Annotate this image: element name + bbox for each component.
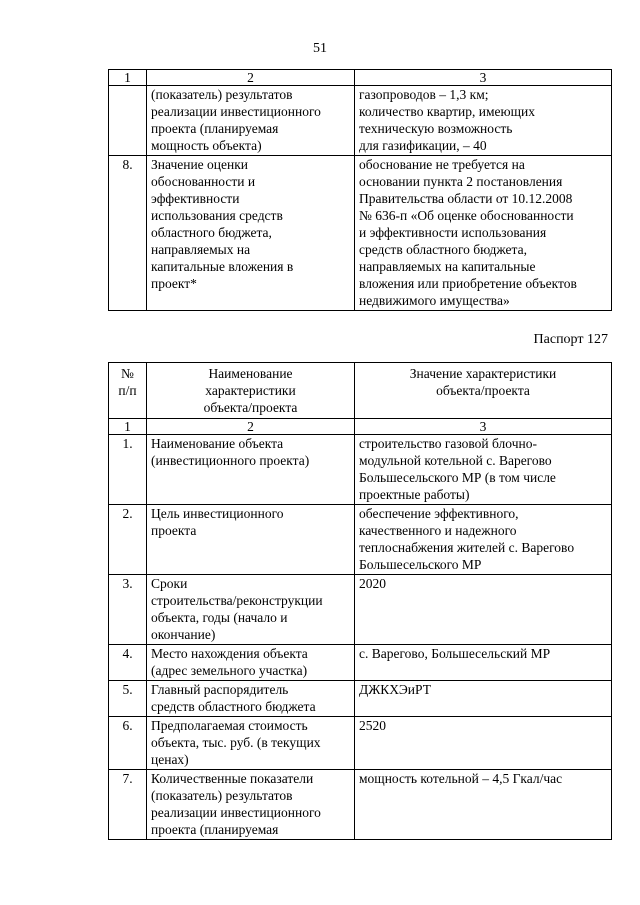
- row-value-line: Большесельского МР: [359, 557, 482, 572]
- row-value-line: вложения или приобретение объектов: [359, 276, 577, 291]
- header-name-line: Наименование: [208, 366, 293, 381]
- header-name-line: характеристики: [205, 383, 296, 398]
- row-name-line: средств областного бюджета: [151, 699, 316, 714]
- row-name: [147, 645, 355, 681]
- column-index-3: 3: [355, 70, 612, 86]
- row-name-line: Предполагаемая стоимость: [151, 718, 308, 733]
- row-name-line: эффективности: [151, 191, 240, 206]
- row-value-line: для газификации, – 40: [359, 138, 487, 153]
- row-value-line: Большесельского МР (в том числе: [359, 470, 556, 485]
- table-row: [109, 435, 612, 505]
- row-name: [147, 770, 355, 840]
- row-value-line: обоснование не требуется на: [359, 157, 525, 172]
- row-name: [147, 505, 355, 575]
- row-name-line: (показатель) результатов: [151, 788, 293, 803]
- row-number: 6.: [109, 717, 147, 770]
- table-row: [109, 645, 612, 681]
- row-number: 2.: [109, 505, 147, 575]
- row-name-line: (показатель) результатов: [151, 87, 293, 102]
- row-value-line: № 636-п «Об оценке обоснованности: [359, 208, 574, 223]
- row-value: [355, 681, 612, 717]
- table-row: [109, 505, 612, 575]
- column-index-row: [109, 419, 612, 435]
- passport-label: Паспорт 127: [533, 332, 608, 347]
- row-value-line: мощность котельной – 4,5 Гкал/час: [359, 771, 563, 786]
- table-continued: [108, 69, 612, 311]
- row-value-line: Правительства области от 10.12.2008: [359, 191, 573, 206]
- row-value-line: качественного и надежного: [359, 523, 517, 538]
- row-name-line: использования средств: [151, 208, 283, 223]
- table-row: [109, 156, 612, 311]
- column-index-3: 3: [355, 419, 612, 435]
- header-num-line: п/п: [118, 383, 137, 398]
- row-value-line: 2020: [359, 576, 386, 591]
- row-value: [355, 86, 612, 156]
- row-value: [355, 645, 612, 681]
- row-value: [355, 156, 612, 311]
- row-name-line: Значение оценки: [151, 157, 249, 172]
- row-name: [147, 156, 355, 311]
- table-row: [109, 681, 612, 717]
- row-value-line: модульной котельной с. Варегово: [359, 453, 552, 468]
- row-number: [109, 86, 147, 156]
- row-name-line: окончание): [151, 627, 216, 642]
- table-row: [109, 770, 612, 840]
- row-number: 4.: [109, 645, 147, 681]
- row-name-line: Наименование объекта: [151, 436, 284, 451]
- column-index-2: 2: [147, 70, 355, 86]
- passport-table-body: [109, 363, 612, 840]
- row-name-line: реализации инвестиционного: [151, 805, 321, 820]
- header-value-line: объекта/проекта: [436, 383, 530, 398]
- row-value-line: теплоснабжения жителей с. Варегово: [359, 540, 575, 555]
- row-value-line: ДЖКХЭиРТ: [359, 682, 431, 697]
- row-number: 3.: [109, 575, 147, 645]
- row-name-line: Цель инвестиционного: [151, 506, 284, 521]
- row-value-line: основании пункта 2 постановления: [359, 174, 563, 189]
- header-num: [109, 363, 147, 419]
- row-value-line: и эффективности использования: [359, 225, 547, 240]
- row-value: [355, 505, 612, 575]
- page-number: 51: [313, 41, 327, 56]
- row-name-line: (инвестиционного проекта): [151, 453, 310, 468]
- row-value-line: строительство газовой блочно-: [359, 436, 537, 451]
- row-name-line: строительства/реконструкции: [151, 593, 323, 608]
- header-value: [355, 363, 612, 419]
- row-value-line: техническую возможность: [359, 121, 513, 136]
- row-name-line: реализации инвестиционного: [151, 104, 321, 119]
- row-value: [355, 770, 612, 840]
- row-value-line: средств областного бюджета,: [359, 242, 527, 257]
- table-row: [109, 86, 612, 156]
- row-name-line: капитальные вложения в: [151, 259, 294, 274]
- row-value-line: с. Варегово, Большесельский МР: [359, 646, 551, 661]
- row-name-line: направляемых на: [151, 242, 251, 257]
- row-number: 7.: [109, 770, 147, 840]
- row-number: 1.: [109, 435, 147, 505]
- column-index-2: 2: [147, 419, 355, 435]
- row-name-line: объекта, тыс. руб. (в текущих: [151, 735, 321, 750]
- row-value: [355, 435, 612, 505]
- row-name-line: объекта, годы (начало и: [151, 610, 288, 625]
- header-value-line: Значение характеристики: [409, 366, 557, 381]
- row-number: 8.: [109, 156, 147, 311]
- row-name: [147, 681, 355, 717]
- row-name-line: Количественные показатели: [151, 771, 314, 786]
- row-value: [355, 717, 612, 770]
- row-name: [147, 717, 355, 770]
- column-index-row: [109, 70, 612, 86]
- row-number: 5.: [109, 681, 147, 717]
- row-value-line: количество квартир, имеющих: [359, 104, 535, 119]
- passport-table: [108, 362, 612, 840]
- row-name-line: областного бюджета,: [151, 225, 272, 240]
- row-name-line: (адрес земельного участка): [151, 663, 308, 678]
- row-value-line: газопроводов – 1,3 км;: [359, 87, 489, 102]
- row-name-line: Сроки: [151, 576, 188, 591]
- row-value-line: проектные работы): [359, 487, 470, 502]
- row-name: [147, 435, 355, 505]
- row-name-line: мощность объекта): [151, 138, 262, 153]
- row-name: [147, 575, 355, 645]
- row-value-line: недвижимого имущества»: [359, 293, 510, 308]
- row-value-line: 2520: [359, 718, 386, 733]
- table-row: [109, 717, 612, 770]
- row-name-line: проекта: [151, 523, 197, 538]
- row-name-line: Главный распорядитель: [151, 682, 289, 697]
- column-index-1: 1: [109, 419, 147, 435]
- row-name: [147, 86, 355, 156]
- table-header-row: [109, 363, 612, 419]
- row-name-line: ценах): [151, 752, 189, 767]
- row-value: [355, 575, 612, 645]
- row-name-line: обоснованности и: [151, 174, 256, 189]
- table-continued-body: [109, 70, 612, 311]
- header-name: [147, 363, 355, 419]
- row-name-line: проекта (планируемая: [151, 121, 279, 136]
- row-value-line: направляемых на капитальные: [359, 259, 536, 274]
- row-name-line: Место нахождения объекта: [151, 646, 308, 661]
- table-row: [109, 575, 612, 645]
- header-num-line: №: [121, 366, 134, 381]
- row-value-line: обеспечение эффективного,: [359, 506, 519, 521]
- column-index-1: 1: [109, 70, 147, 86]
- row-name-line: проект*: [151, 276, 197, 291]
- row-name-line: проекта (планируемая: [151, 822, 279, 837]
- header-name-line: объекта/проекта: [203, 400, 298, 415]
